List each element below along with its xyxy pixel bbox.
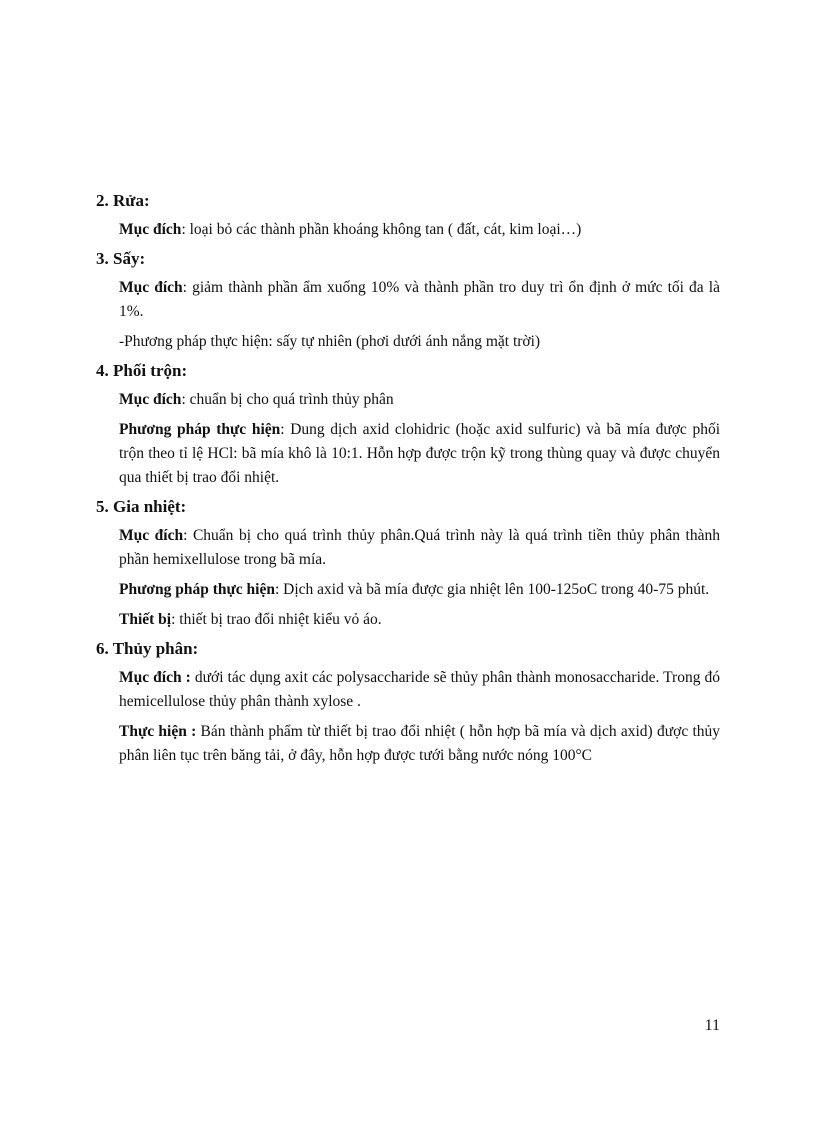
section-phoi-tron	[96, 360, 720, 490]
paragraph-separator: :	[274, 581, 284, 598]
paragraph-text: giảm thành phần ẩm xuống 10% và thành phần tro duy trì ổn định ở mức tối đa là 1%.	[119, 279, 720, 320]
section-say	[96, 248, 720, 354]
paragraph-label: Mục đích	[119, 391, 182, 408]
paragraph	[119, 578, 720, 602]
paragraph-label: Phương pháp thực hiện	[119, 581, 275, 598]
paragraph-text: chuẩn bị cho quá trình thủy phân	[189, 391, 394, 408]
paragraph-label: Mục đích	[119, 527, 184, 544]
paragraph-label: Mục đích :	[119, 669, 191, 686]
paragraph-separator: :	[181, 221, 190, 238]
paragraph-text: thiết bị trao đổi nhiệt kiểu vỏ áo.	[179, 611, 382, 628]
document-body	[96, 190, 720, 774]
paragraph	[119, 666, 720, 714]
paragraph-text: Dịch axid và bã mía được gia nhiệt lên 100-125oC trong 40-75 phút.	[283, 581, 710, 598]
paragraph-separator: :	[181, 391, 190, 408]
paragraph-label: Mục đích	[119, 221, 182, 238]
section-heading: 2. Rửa:	[96, 191, 150, 210]
paragraph-separator: :	[280, 421, 291, 438]
paragraph-label: Thực hiện :	[119, 723, 197, 740]
section-rua	[96, 190, 720, 242]
paragraph	[119, 418, 720, 490]
paragraph-text: loại bỏ các thành phần khoáng không tan ( đất, cát, kim loại…)	[189, 221, 582, 238]
paragraph-text: Bán thành phẩm từ thiết bị trao đổi nhiệt ( hỗn hợp bã mía và dịch axid) được thủy phân liên tục trên băng tải, ở đây, hỗn hợp được tưới bằng nước nóng 100°C	[119, 723, 721, 764]
section-heading: 3. Sấy:	[96, 249, 146, 268]
paragraph	[119, 608, 720, 632]
paragraph	[119, 330, 720, 354]
section-heading: 4. Phối trộn:	[96, 361, 188, 380]
paragraph-text: Dung dịch axid clohidric (hoặc axid sulfuric) và bã mía được phối trộn theo tỉ lệ HCl: bã mía khô là 10:1. Hỗn hợp được trộn kỹ trong thùng quay và được chuyển qua thiết bị trao đổi nhiệt.	[119, 421, 720, 486]
paragraph-label: Thiết bị	[119, 611, 172, 628]
page-number: 11	[704, 1017, 720, 1034]
section-gia-nhiet	[96, 496, 720, 632]
paragraph-text: -Phương pháp thực hiện: sấy tự nhiên (phơi dưới ánh nắng mặt trời)	[119, 333, 541, 350]
paragraph	[119, 720, 720, 768]
paragraph-label: Phương pháp thực hiện	[119, 421, 281, 438]
section-heading: 6. Thủy phân:	[96, 639, 199, 658]
paragraph-separator: :	[183, 527, 193, 544]
paragraph	[119, 276, 720, 324]
paragraph-text: Chuẩn bị cho quá trình thủy phân.Quá trình này là quá trình tiền thủy phân thành phần hemixellulose trong bã mía.	[119, 527, 720, 568]
paragraph-separator: :	[182, 279, 193, 296]
paragraph-separator: :	[171, 611, 180, 628]
paragraph	[119, 524, 720, 572]
paragraph	[119, 388, 720, 412]
section-thuy-phan	[96, 638, 720, 768]
paragraph	[119, 218, 720, 242]
paragraph-label: Mục đích	[119, 279, 183, 296]
section-heading: 5. Gia nhiệt:	[96, 497, 187, 516]
paragraph-text: dưới tác dụng axit các polysaccharide sẽ thủy phân thành monosaccharide. Trong đó hemicellulose thủy phân thành xylose .	[119, 669, 721, 710]
